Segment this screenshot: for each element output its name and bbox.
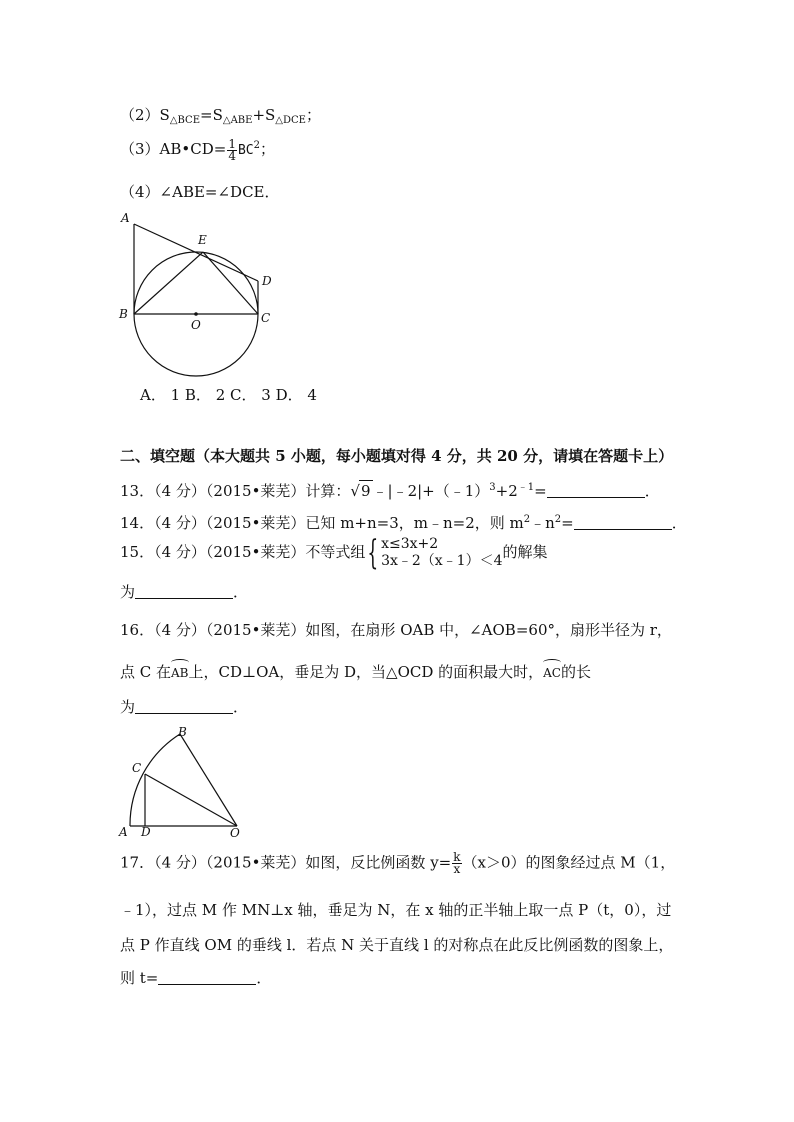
answer-blank-13: [547, 483, 645, 498]
label-c: C: [132, 761, 142, 775]
statement-2: $(2)S_{\triangle BCE}=S_{\triangle ABE}+S_{\triangle DCE}$；: [120, 106, 321, 126]
sector-figure: [115, 722, 250, 840]
label-e: E: [198, 233, 207, 247]
answer-blank-16: [135, 699, 233, 714]
question-15-line2: 为 ．: [120, 583, 249, 601]
question-13: 13．（4 分）（2015•莱芜）计算：√9 $﹣|﹣2|+(﹣1)^3+2^{﹣1}=$ ．: [120, 482, 660, 500]
arc-ab: AB: [171, 660, 188, 683]
circle-figure: [115, 205, 285, 400]
fraction-one-quarter: $\frac{1}{4}$: [228, 136, 236, 163]
question-17-line3: 点 P 作直线 OM 的垂线 l．若点 N 关于直线 l 的对称点在此反比例函数的图象上，: [120, 936, 674, 954]
label-c: C: [261, 311, 271, 325]
answer-choices: A． 1 B． 2 C． 3 D． 4: [140, 386, 317, 404]
answer-blank-17: [158, 970, 256, 985]
label-a: A: [119, 825, 128, 839]
question-16-line3: 为 ．: [120, 698, 249, 716]
question-17-line2: ﹣1），过点 M 作 MN⊥x 轴，垂足为 N，在 x 轴的正半轴上取一点 P（t，0），过: [120, 901, 672, 919]
statement-3: （3）AB•CD= $\frac{1}{4}$ $BC^2$；: [120, 136, 276, 163]
segment-ad: [134, 224, 258, 281]
answer-blank-14: [574, 515, 672, 530]
statement-4: （4）∠ABE=∠DCE．: [120, 183, 280, 201]
arc-ac: AC: [543, 660, 561, 683]
label-a: A: [121, 211, 130, 225]
fraction-k-over-x: $\frac{k}{x}$: [453, 850, 461, 876]
question-14: 14．（4 分）（2015•莱芜）已知 m+n=3，m﹣n=2，则 $m^2﹣n^2=$ ．: [120, 514, 687, 532]
inequality-system: x≤3x+2 3x﹣2（x﹣1）＜4: [381, 536, 503, 569]
label-o: O: [191, 318, 201, 332]
label-d: D: [141, 825, 151, 839]
segment-be: [134, 252, 203, 314]
question-17: 17．（4 分）（2015•莱芜）如图，反比例函数 y= $\frac{k}{x}$ （x＞0）的图象经过点 M（1，: [120, 850, 676, 876]
label-b: B: [119, 307, 128, 321]
label-d: D: [262, 274, 272, 288]
label-o: O: [230, 826, 240, 840]
segment-oc: [145, 774, 237, 826]
question-16: 16．（4 分）（2015•莱芜）如图，在扇形 OAB 中，∠AOB=60°，扇形半径为 r，: [120, 621, 672, 639]
question-15: 15．（4 分）（2015•莱芜）不等式组{ x≤3x+2 3x﹣2（x﹣1）＜4 的解集: [120, 533, 548, 573]
question-16-line2: 点 C 在AB上，CD⊥OA，垂足为 D，当△OCD 的面积最大时，AC的长: [120, 660, 591, 683]
point-o: [194, 312, 198, 316]
answer-blank-15: [135, 584, 233, 599]
question-17-line4: 则 t= ．: [120, 969, 272, 987]
label-b: B: [178, 725, 187, 739]
segment-ob: [180, 734, 237, 826]
section-title: 二、填空题（本大题共 5 小题，每小题填对得 4 分，共 20 分，请填在答题卡上）: [120, 447, 674, 465]
